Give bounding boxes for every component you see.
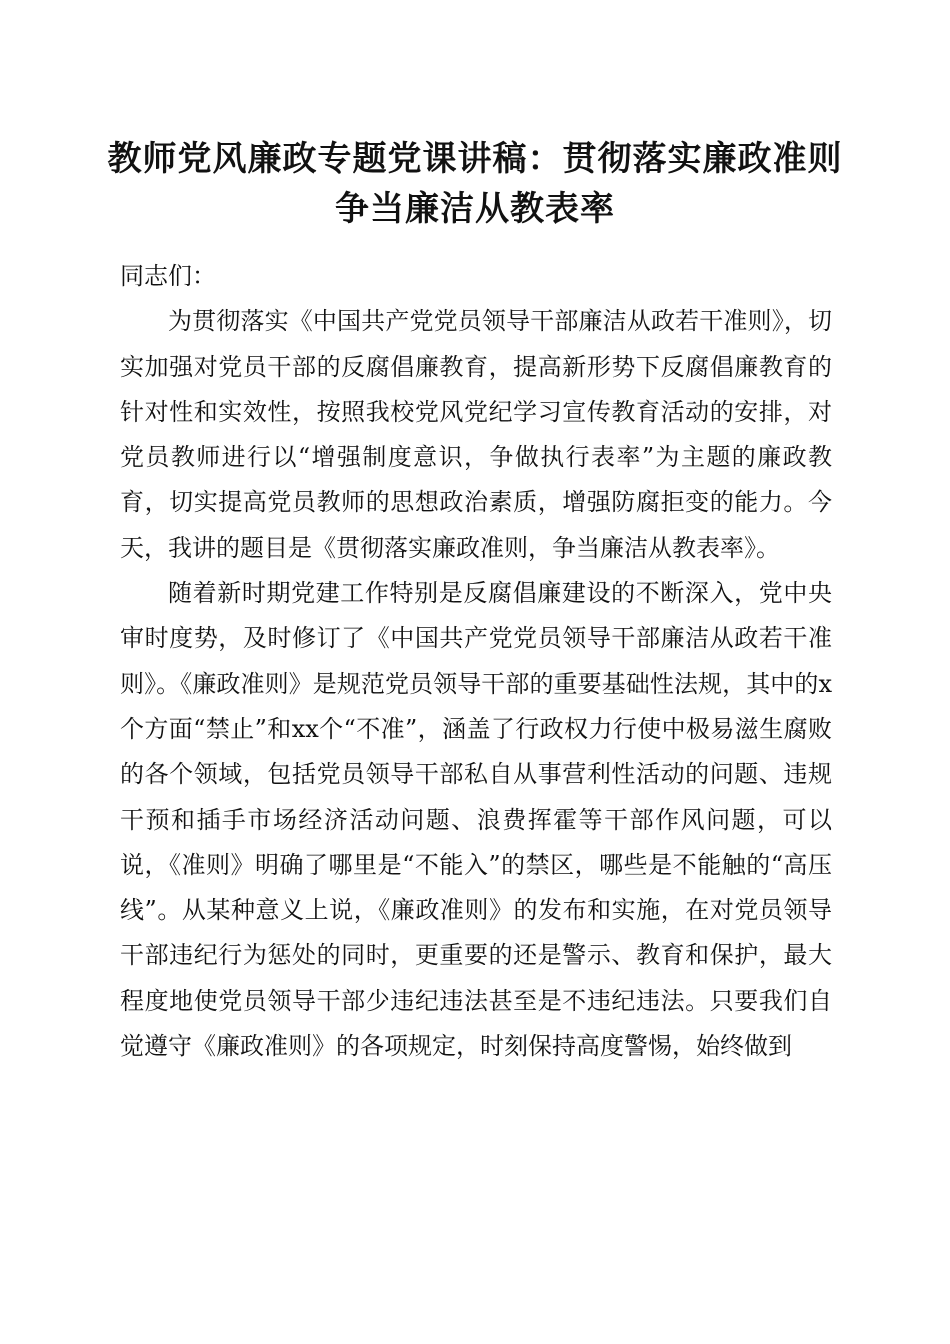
document-body (120, 254, 832, 1069)
document-title: 教师党风廉政专题党课讲稿：贯彻落实廉政准则争当廉洁从教表率 (107, 139, 843, 229)
paragraph-intro: 为贯彻落实《中国共产党党员领导干部廉洁从政若干准则》，切实加强对党员干部的反腐倡廉教育，提高新形势下反腐倡廉教育的针对性和实效性，按照我校党风党纪学习宣传教育活动的安排，对党员教师进行以“增强制度意识，争做执行表率”为主题的廉政教育，切实提高党员教师的思想政治素质，增强防腐拒变的能力。今天，我讲的题目是《贯彻落实廉政准则，争当廉洁从教表率》。 (120, 307, 832, 562)
paragraph-background: 随着新时期党建工作特别是反腐倡廉建设的不断深入，党中央审时度势，及时修订了《中国共产党党员领导干部廉洁从政若干准则》。《廉政准则》是规范党员领导干部的重要基础性法规，其中的x个方面“禁止”和xx个“不准”，涵盖了行政权力行使中极易滋生腐败的各个领域，包括党员领导干部私自从事营利性活动的问题、违规干预和插手市场经济活动问题、浪费挥霍等干部作风问题，可以说，《准则》明确了哪里是“不能入”的禁区，哪些是不能触的“高压线”。从某种意义上说，《廉政准则》的发布和实施，在对党员领导干部违纪行为惩处的同时，更重要的还是警示、教育和保护，最大程度地使党员领导干部少违纪违法甚至是不违纪违法。只要我们自觉遵守《廉政准则》的各项规定，时刻保持高度警惕，始终做到 (120, 579, 832, 1061)
salutation: 同志们： (120, 262, 216, 290)
